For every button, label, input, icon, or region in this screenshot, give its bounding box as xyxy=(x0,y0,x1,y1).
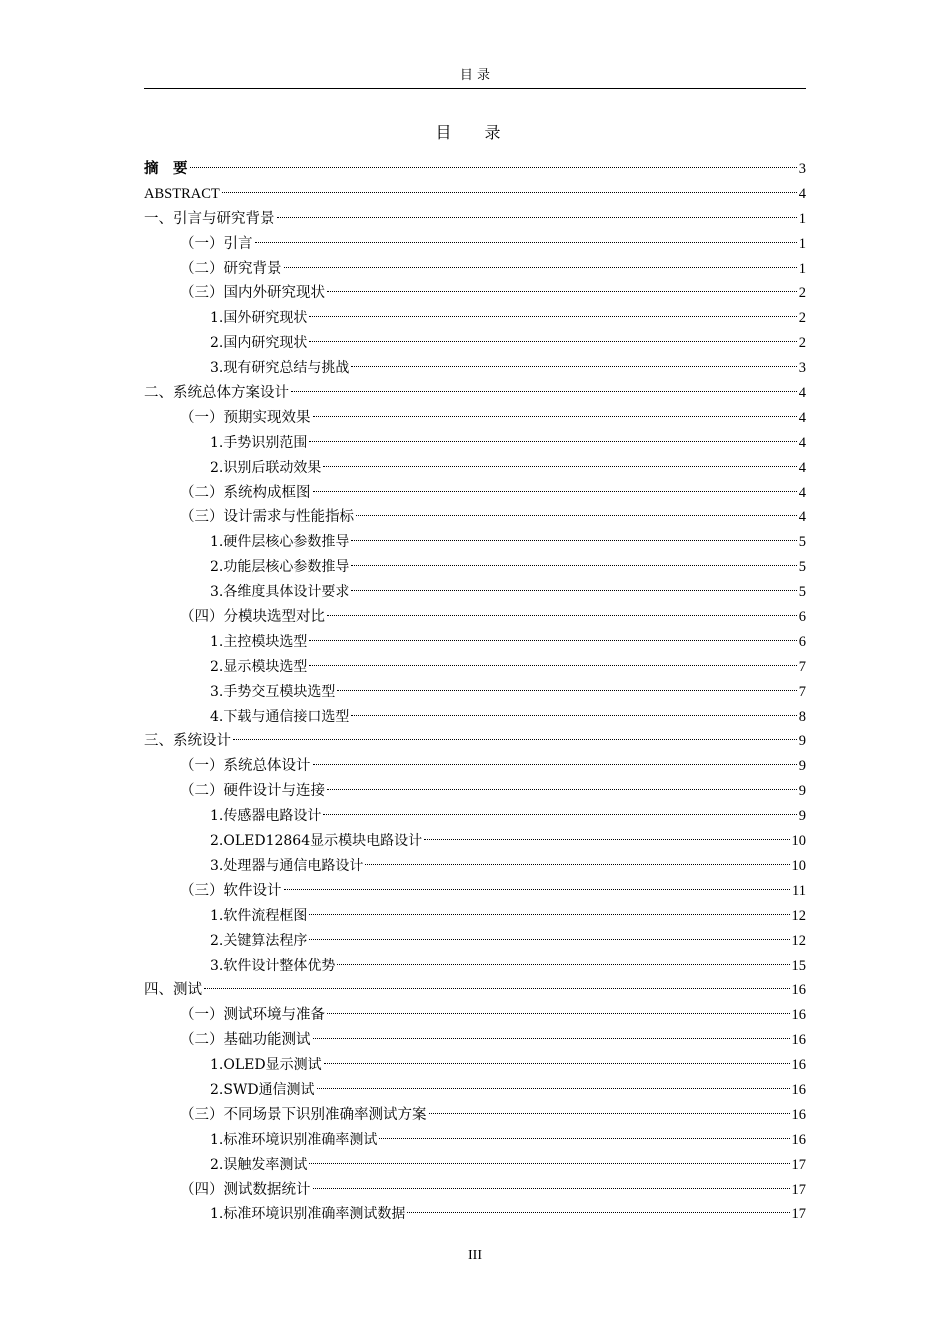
toc-entry-page: 5 xyxy=(798,584,806,601)
toc-entry[interactable] xyxy=(144,904,806,929)
dot-leader xyxy=(313,1188,790,1189)
toc-entry-label: （一）测试环境与准备 xyxy=(180,1007,325,1024)
toc-entry[interactable] xyxy=(144,356,806,381)
toc-entry-page: 6 xyxy=(798,633,806,650)
toc-entry[interactable] xyxy=(144,406,806,431)
toc-entry-page: 9 xyxy=(798,783,806,800)
dot-leader xyxy=(309,316,796,317)
toc-entry-page: 12 xyxy=(791,932,806,949)
toc-entry-page: 4 xyxy=(798,185,806,202)
toc-entry[interactable] xyxy=(144,281,806,306)
toc-entry[interactable] xyxy=(144,1053,806,1078)
toc-entry-label: （三）不同场景下识别准确率测试方案 xyxy=(180,1106,427,1123)
toc-entry-page: 4 xyxy=(798,484,806,501)
dot-leader xyxy=(323,466,796,467)
toc-entry[interactable] xyxy=(144,530,806,555)
dot-leader xyxy=(313,764,797,765)
page-header xyxy=(144,66,806,89)
toc-entry-page: 16 xyxy=(791,1131,806,1148)
dot-leader xyxy=(351,366,796,367)
toc-entry[interactable] xyxy=(144,630,806,655)
toc-entry[interactable] xyxy=(144,954,806,979)
toc-entry-page: 7 xyxy=(798,683,806,700)
toc-entry-label: （二）研究背景 xyxy=(180,260,282,277)
toc-entry-page: 16 xyxy=(791,1106,806,1123)
toc-entry[interactable] xyxy=(144,929,806,954)
toc-entry-page: 9 xyxy=(798,733,806,750)
dot-leader xyxy=(365,864,789,865)
toc-entry-page: 7 xyxy=(798,658,806,675)
toc-entry-label: 2.识别后联动效果 xyxy=(210,459,322,476)
toc-entry-label: 四、测试 xyxy=(144,982,202,999)
toc-entry[interactable] xyxy=(144,1103,806,1128)
toc-entry-page: 17 xyxy=(791,1206,806,1223)
toc-entry[interactable] xyxy=(144,1003,806,1028)
toc-entry[interactable] xyxy=(144,331,806,356)
toc-entry-page: 4 xyxy=(798,434,806,451)
toc-entry[interactable] xyxy=(144,655,806,680)
toc-title: 目 录 xyxy=(435,123,515,142)
toc-entry-label: 1.国外研究现状 xyxy=(210,310,308,327)
toc-entry-page: 16 xyxy=(791,1032,806,1049)
toc-entry-page: 5 xyxy=(798,534,806,551)
toc-entry-page: 4 xyxy=(798,509,806,526)
toc-entry-label: 2.关键算法程序 xyxy=(210,932,308,949)
dot-leader xyxy=(324,1063,790,1064)
toc-entry-label: （三）设计需求与性能指标 xyxy=(180,509,354,526)
dot-leader xyxy=(284,889,791,890)
dot-leader xyxy=(327,1013,790,1014)
toc-entry-page: 10 xyxy=(791,857,806,874)
toc-entry[interactable] xyxy=(144,605,806,630)
toc-entry-label: 1.主控模块选型 xyxy=(210,633,308,650)
page-footer xyxy=(144,1248,806,1264)
toc-entry[interactable] xyxy=(144,505,806,530)
toc-entry-page: 17 xyxy=(791,1181,806,1198)
toc-entry[interactable] xyxy=(144,481,806,506)
toc-entry[interactable] xyxy=(144,207,806,232)
toc-entry-page: 3 xyxy=(798,161,806,177)
toc-entry-label: （一）预期实现效果 xyxy=(180,409,311,426)
toc-entry-label: 3.处理器与通信电路设计 xyxy=(210,857,364,874)
toc-entry-page: 17 xyxy=(791,1156,806,1173)
toc-entry[interactable] xyxy=(144,182,806,207)
toc-entry[interactable] xyxy=(144,804,806,829)
toc-entry[interactable] xyxy=(144,580,806,605)
toc-entry-page: 2 xyxy=(798,285,806,302)
toc-entry-label: （二）硬件设计与连接 xyxy=(180,783,325,800)
toc-entry-label: （三）国内外研究现状 xyxy=(180,285,325,302)
toc-entry[interactable] xyxy=(144,854,806,879)
toc-entry[interactable] xyxy=(144,257,806,282)
toc-entry-page: 4 xyxy=(798,409,806,426)
toc-entry-page: 16 xyxy=(791,1081,806,1098)
toc-entry-label: 2.功能层核心参数推导 xyxy=(210,559,350,576)
toc-entry-label: 1.软件流程框图 xyxy=(210,907,308,924)
toc-entry-page: 9 xyxy=(798,808,806,825)
dot-leader xyxy=(309,939,789,940)
toc-entry-page: 16 xyxy=(791,982,806,999)
header-title: 目 录 xyxy=(459,68,491,83)
toc-entry-page: 11 xyxy=(792,882,806,899)
toc-entry-label: 二、系统总体方案设计 xyxy=(144,385,289,402)
dot-leader xyxy=(351,715,796,716)
toc-entry[interactable] xyxy=(144,1078,806,1103)
dot-leader xyxy=(313,416,797,417)
toc-entry-label: （二）系统构成框图 xyxy=(180,484,311,501)
toc-entry-label: 摘 要 xyxy=(144,161,188,177)
toc-entry-label: 2.国内研究现状 xyxy=(210,335,308,352)
dot-leader xyxy=(309,665,796,666)
toc-entry-label: （二）基础功能测试 xyxy=(180,1032,311,1049)
toc-entry[interactable] xyxy=(144,555,806,580)
dot-leader xyxy=(337,964,789,965)
dot-leader xyxy=(429,1113,790,1114)
toc-entry-page: 16 xyxy=(791,1007,806,1024)
toc-entry-page: 8 xyxy=(798,708,806,725)
toc-entry-label: 1.标准环境识别准确率测试 xyxy=(210,1131,378,1148)
toc-entry-page: 4 xyxy=(798,385,806,402)
dot-leader xyxy=(327,291,797,292)
toc-entry-label: 3.手势交互模块选型 xyxy=(210,683,336,700)
toc-entry-label: 3.各维度具体设计要求 xyxy=(210,584,350,601)
table-of-contents xyxy=(144,157,806,1227)
toc-entry[interactable] xyxy=(144,680,806,705)
toc-entry[interactable] xyxy=(144,829,806,854)
toc-entry[interactable] xyxy=(144,978,806,1003)
dot-leader xyxy=(309,1163,789,1164)
dot-leader xyxy=(204,988,790,989)
toc-entry-label: （四）测试数据统计 xyxy=(180,1181,311,1198)
page-number: III xyxy=(468,1248,482,1263)
toc-entry-label: 三、系统设计 xyxy=(144,733,231,750)
toc-entry-page: 1 xyxy=(798,210,806,227)
toc-entry-page: 6 xyxy=(798,609,806,626)
dot-leader xyxy=(309,640,796,641)
toc-entry[interactable] xyxy=(144,1153,806,1178)
toc-entry-page: 2 xyxy=(798,335,806,352)
toc-entry[interactable] xyxy=(144,729,806,754)
toc-entry-page: 3 xyxy=(798,360,806,377)
toc-entry[interactable] xyxy=(144,705,806,730)
dot-leader xyxy=(309,341,796,342)
toc-entry-page: 9 xyxy=(798,758,806,775)
dot-leader xyxy=(313,491,797,492)
dot-leader xyxy=(233,739,797,740)
toc-entry[interactable] xyxy=(144,456,806,481)
dot-leader xyxy=(255,242,797,243)
toc-entry[interactable] xyxy=(144,1128,806,1153)
toc-entry-label: 2.显示模块选型 xyxy=(210,658,308,675)
dot-leader xyxy=(309,914,789,915)
dot-leader xyxy=(356,515,797,516)
toc-entry[interactable] xyxy=(144,754,806,779)
toc-entry-page: 5 xyxy=(798,559,806,576)
dot-leader xyxy=(284,267,797,268)
toc-entry-page: 16 xyxy=(791,1057,806,1074)
toc-entry[interactable] xyxy=(144,1202,806,1227)
dot-leader xyxy=(313,1038,790,1039)
dot-leader xyxy=(351,540,796,541)
toc-entry-label: 1.传感器电路设计 xyxy=(210,808,322,825)
dot-leader xyxy=(190,167,797,168)
toc-entry-page: 1 xyxy=(798,235,806,252)
dot-leader xyxy=(407,1212,789,1213)
dot-leader xyxy=(351,565,796,566)
toc-entry-label: 一、引言与研究背景 xyxy=(144,210,275,227)
toc-entry-label: ABSTRACT xyxy=(144,185,220,202)
toc-entry-label: （一）引言 xyxy=(180,235,253,252)
dot-leader xyxy=(222,192,797,193)
dot-leader xyxy=(317,1088,790,1089)
toc-entry-label: 1.标准环境识别准确率测试数据 xyxy=(210,1206,406,1223)
toc-entry-page: 12 xyxy=(791,907,806,924)
toc-entry[interactable] xyxy=(144,232,806,257)
toc-entry-page: 4 xyxy=(798,459,806,476)
toc-entry-label: 3.现有研究总结与挑战 xyxy=(210,360,350,377)
toc-entry-page: 15 xyxy=(791,957,806,974)
toc-entry-page: 2 xyxy=(798,310,806,327)
toc-entry-label: 1.硬件层核心参数推导 xyxy=(210,534,350,551)
toc-entry-label: 1.手势识别范围 xyxy=(210,434,308,451)
dot-leader xyxy=(291,391,797,392)
dot-leader xyxy=(424,839,789,840)
dot-leader xyxy=(277,217,797,218)
dot-leader xyxy=(327,615,797,616)
dot-leader xyxy=(337,690,796,691)
dot-leader xyxy=(379,1138,789,1139)
toc-entry-label: 2.SWD通信测试 xyxy=(210,1081,315,1098)
toc-entry[interactable] xyxy=(144,1028,806,1053)
toc-entry[interactable] xyxy=(144,779,806,804)
toc-entry-label: 4.下载与通信接口选型 xyxy=(210,708,350,725)
toc-entry-label: 1.OLED显示测试 xyxy=(210,1057,322,1074)
toc-entry-label: （三）软件设计 xyxy=(180,882,282,899)
toc-entry[interactable] xyxy=(144,157,806,182)
dot-leader xyxy=(309,441,796,442)
toc-entry[interactable] xyxy=(144,1178,806,1203)
toc-entry-label: 2.误触发率测试 xyxy=(210,1156,308,1173)
toc-entry-page: 10 xyxy=(791,833,806,850)
dot-leader xyxy=(327,789,797,790)
toc-entry[interactable] xyxy=(144,381,806,406)
toc-entry-page: 1 xyxy=(798,260,806,277)
toc-entry[interactable] xyxy=(144,879,806,904)
toc-entry-label: （四）分模块选型对比 xyxy=(180,609,325,626)
toc-entry-label: 2.OLED12864显示模块电路设计 xyxy=(210,833,423,850)
toc-entry-label: 3.软件设计整体优势 xyxy=(210,957,336,974)
toc-entry[interactable] xyxy=(144,306,806,331)
toc-entry[interactable] xyxy=(144,431,806,456)
dot-leader xyxy=(323,814,796,815)
toc-entry-label: （一）系统总体设计 xyxy=(180,758,311,775)
dot-leader xyxy=(351,590,796,591)
